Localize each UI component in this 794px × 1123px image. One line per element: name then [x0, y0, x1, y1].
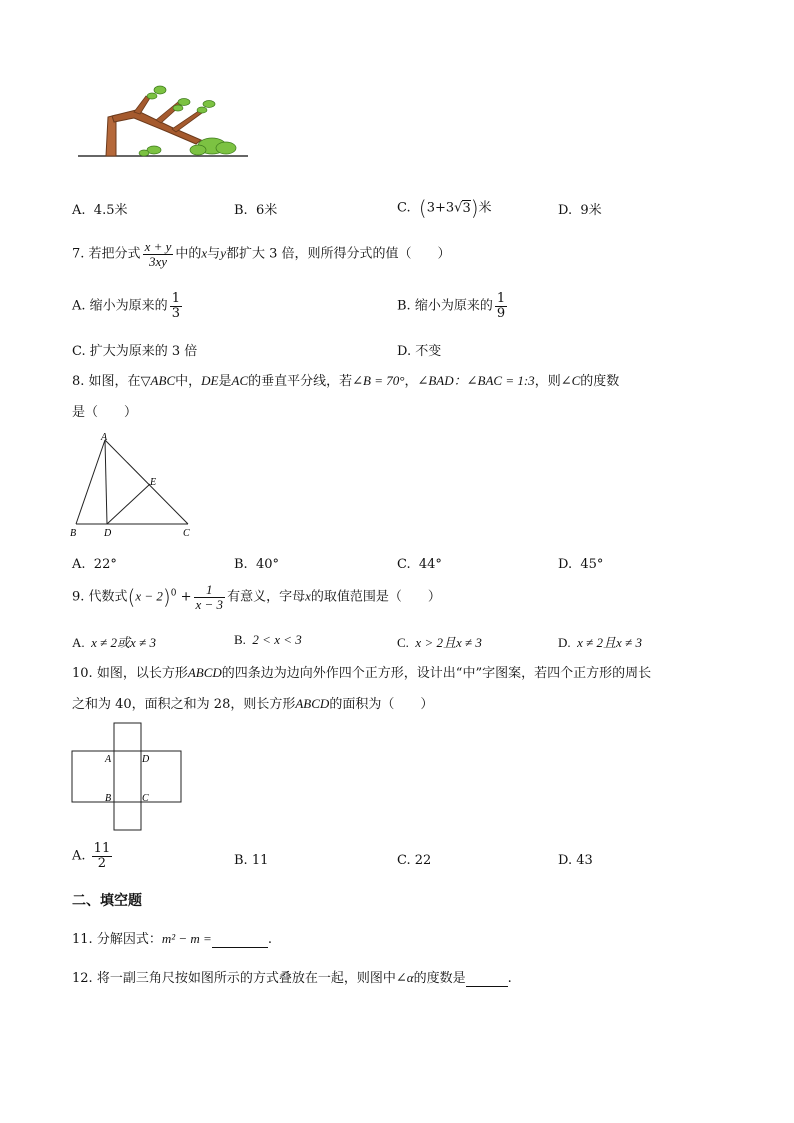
- q10-option-c[interactable]: C. 22: [397, 853, 432, 868]
- q10-stem-line1: 10. 如图，以长方形ABCD的四条边为边向外作四个正方形，设计出“中”字图案，若四个正方形的周长: [72, 665, 652, 681]
- q9-option-a[interactable]: A. x ≠ 2或x ≠ 3: [72, 635, 156, 650]
- q10-option-a[interactable]: A. $\frac{11}{2}$: [72, 841, 111, 871]
- q9-option-b[interactable]: B. 2 < x < 3: [234, 632, 302, 647]
- section-title: 二、填空题: [72, 893, 142, 909]
- q10-label-d: D: [142, 754, 150, 765]
- q8-option-b[interactable]: B. 40°: [234, 557, 279, 572]
- q10-option-b[interactable]: B. 11: [234, 853, 269, 868]
- q6-option-a[interactable]: A. 4.5米: [72, 203, 128, 218]
- q8-stem-line2: 是（ ）: [72, 405, 138, 420]
- q10-label-c: C: [142, 793, 149, 804]
- q8-label-b: B: [70, 528, 77, 539]
- q8-stem-line1: 8. 如图，在▽ABC中，DE是AC的垂直平分线，若∠B = 70°，∠BAD：∠BAC = 1:3，则∠C的度数: [72, 373, 620, 389]
- q10-option-d[interactable]: D. 43: [558, 853, 593, 868]
- q8-option-c[interactable]: C. 44°: [397, 557, 442, 572]
- q11-stem: 11. 分解因式：m² − m = .: [72, 931, 272, 947]
- q7-option-a[interactable]: A. 缩小为原来的 $\frac{1}{3}$: [72, 291, 180, 321]
- q9-option-d[interactable]: D. x ≠ 2且x ≠ 3: [558, 635, 642, 650]
- q6-option-b[interactable]: B. 6米: [234, 203, 278, 218]
- q12-answer-blank[interactable]: [466, 971, 508, 987]
- q9-option-c[interactable]: C. x > 2且x ≠ 3: [397, 635, 482, 650]
- q8-label-a: A: [101, 432, 108, 443]
- q8-label-e: E: [150, 477, 157, 488]
- q7-stem: 7. 若把分式 $\frac{x + y}{3xy}$ 中的x与y都扩大 3 倍，则所得分式的值（ ）: [72, 239, 451, 269]
- q8-label-d: D: [104, 528, 112, 539]
- q11-answer-blank[interactable]: [212, 932, 268, 948]
- q7-option-b[interactable]: B. 缩小为原来的 $\frac{1}{9}$: [397, 291, 506, 321]
- q7-option-d[interactable]: D. 不变: [397, 344, 442, 359]
- q7-option-c[interactable]: C. 扩大为原来的 3 倍: [72, 344, 198, 359]
- q8-option-a[interactable]: A. 22°: [72, 557, 117, 572]
- q10-zhong-figure: [70, 720, 184, 834]
- q12-stem: 12. 将一副三角尺按如图所示的方式叠放在一起，则图中∠α的度数是 .: [72, 970, 512, 986]
- q10-stem-line2: 之和为 40，面积之和为 28，则长方形ABCD的面积为（ ）: [72, 696, 434, 712]
- q8-label-c: C: [183, 528, 190, 539]
- q8-option-d[interactable]: D. 45°: [558, 557, 604, 572]
- q9-stem: 9. 代数式$(x - 2)^0$ + $\frac{1}{x - 3}$ 有意义，字母x的取值范围是（ ）: [72, 582, 441, 612]
- q6-option-d[interactable]: D. 9米: [558, 203, 602, 218]
- fallen-tree-figure: [76, 82, 251, 162]
- q10-label-b: B: [105, 793, 112, 804]
- q10-label-a: A: [105, 754, 112, 765]
- q8-triangle-figure: [70, 432, 195, 540]
- q6-option-c[interactable]: C. (3+3√3)米: [397, 196, 492, 220]
